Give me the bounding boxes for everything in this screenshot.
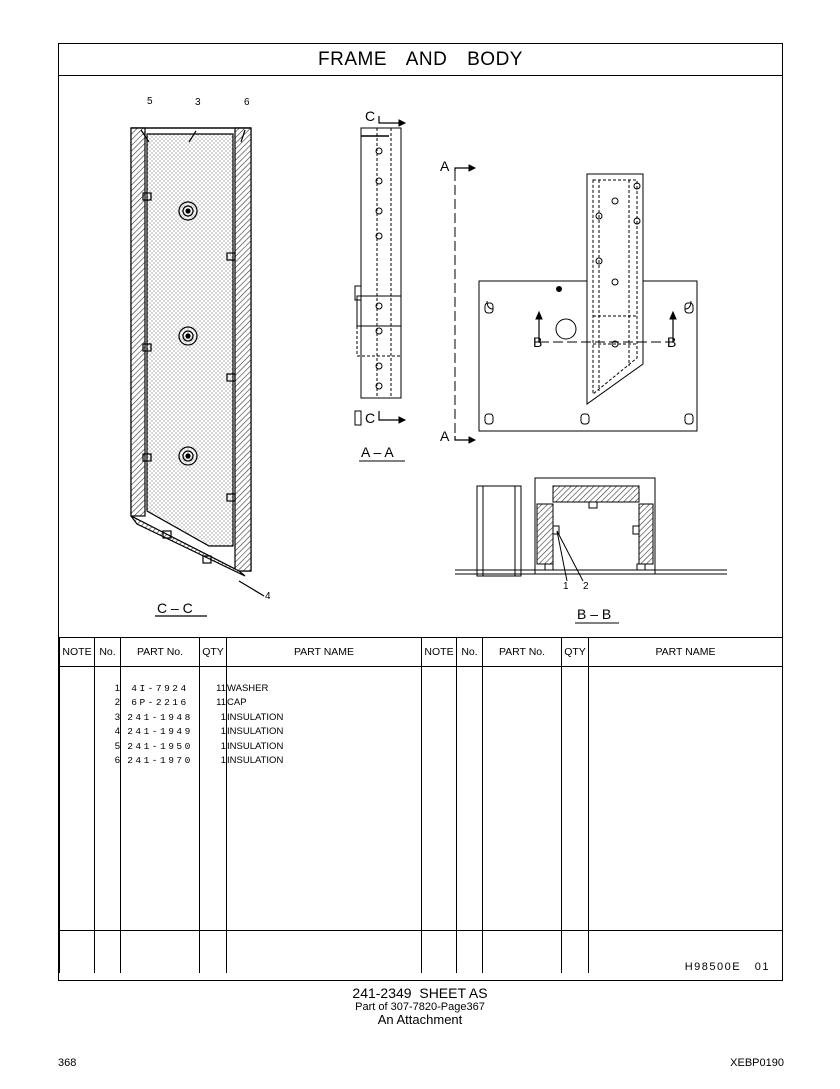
view-label-cc: C – C xyxy=(157,600,193,616)
row-part-name: INSULATION xyxy=(227,725,422,740)
section-marker-b-right: B xyxy=(667,334,677,350)
row-no: 5 xyxy=(95,740,121,755)
page-number: 368 xyxy=(58,1057,77,1069)
section-marker-c-top: C xyxy=(365,108,376,124)
document-code: XEBP0190 xyxy=(730,1057,784,1069)
row-part-name: INSULATION xyxy=(227,754,422,769)
row-qty: 1 xyxy=(200,725,227,740)
footer-box xyxy=(59,930,782,981)
section-marker-a-top: A xyxy=(440,158,450,174)
table-row xyxy=(60,682,783,697)
row-qty: 11 xyxy=(200,682,227,697)
row-part-no: 241-1948 xyxy=(121,711,200,726)
sheet-attachment: An Attachment xyxy=(377,1012,463,1027)
callout-4: 4 xyxy=(265,591,271,602)
row-qty: 1 xyxy=(200,740,227,755)
header-no-2: No. xyxy=(457,638,483,667)
table-row xyxy=(60,754,783,769)
row-no: 1 xyxy=(95,682,121,697)
parts-table xyxy=(59,637,783,973)
row-qty: 11 xyxy=(200,696,227,711)
row-no: 3 xyxy=(95,711,121,726)
row-part-name: INSULATION xyxy=(227,711,422,726)
view-bb xyxy=(455,478,727,623)
view-plan xyxy=(479,174,697,431)
sheet-title: 241-2349 SHEET AS xyxy=(352,985,488,1001)
header-note-2: NOTE xyxy=(422,638,457,667)
page-title: FRAME AND BODY xyxy=(59,44,782,76)
row-part-name: INSULATION xyxy=(227,740,422,755)
row-no: 6 xyxy=(95,754,121,769)
header-part-name: PART NAME xyxy=(227,638,422,667)
view-label-aa: A – A xyxy=(361,444,394,460)
header-note: NOTE xyxy=(60,638,95,667)
header-qty: QTY xyxy=(200,638,227,667)
table-row xyxy=(60,725,783,740)
drawing-frame xyxy=(58,43,783,981)
callout-5: 5 xyxy=(147,96,153,107)
row-no: 2 xyxy=(95,696,121,711)
view-cc xyxy=(131,128,264,616)
section-marker-b-left: B xyxy=(533,334,543,350)
section-marker-a-bottom: A xyxy=(440,428,450,444)
exploded-view-illustration xyxy=(59,76,782,637)
header-no: No. xyxy=(95,638,121,667)
row-part-no: 4I-7924 xyxy=(121,682,200,697)
callout-1: 1 xyxy=(563,581,569,592)
callout-2: 2 xyxy=(583,581,589,592)
row-qty: 1 xyxy=(200,754,227,769)
row-part-no: 6P-2216 xyxy=(121,696,200,711)
callout-6: 6 xyxy=(244,97,250,108)
header-part-no-2: PART No. xyxy=(483,638,562,667)
row-part-no: 241-1970 xyxy=(121,754,200,769)
header-qty-2: QTY xyxy=(562,638,589,667)
table-row xyxy=(60,740,783,755)
view-label-bb: B – B xyxy=(577,606,612,622)
table-row xyxy=(60,711,783,726)
row-part-no: 241-1949 xyxy=(121,725,200,740)
header-part-no: PART No. xyxy=(121,638,200,667)
parts-table-header xyxy=(60,638,783,667)
row-qty: 1 xyxy=(200,711,227,726)
row-part-name: CAP xyxy=(227,696,422,711)
callout-3: 3 xyxy=(195,97,201,108)
row-no: 4 xyxy=(95,725,121,740)
header-part-name-2: PART NAME xyxy=(589,638,783,667)
row-part-name: WASHER xyxy=(227,682,422,697)
technical-drawing xyxy=(59,76,782,637)
section-marker-c-bottom: C xyxy=(365,410,376,426)
table-row xyxy=(60,696,783,711)
sheet-part-of: Part of 307-7820-Page367 xyxy=(355,1001,485,1013)
illustration-code: H98500E 01 xyxy=(684,961,770,973)
row-part-no: 241-1950 xyxy=(121,740,200,755)
